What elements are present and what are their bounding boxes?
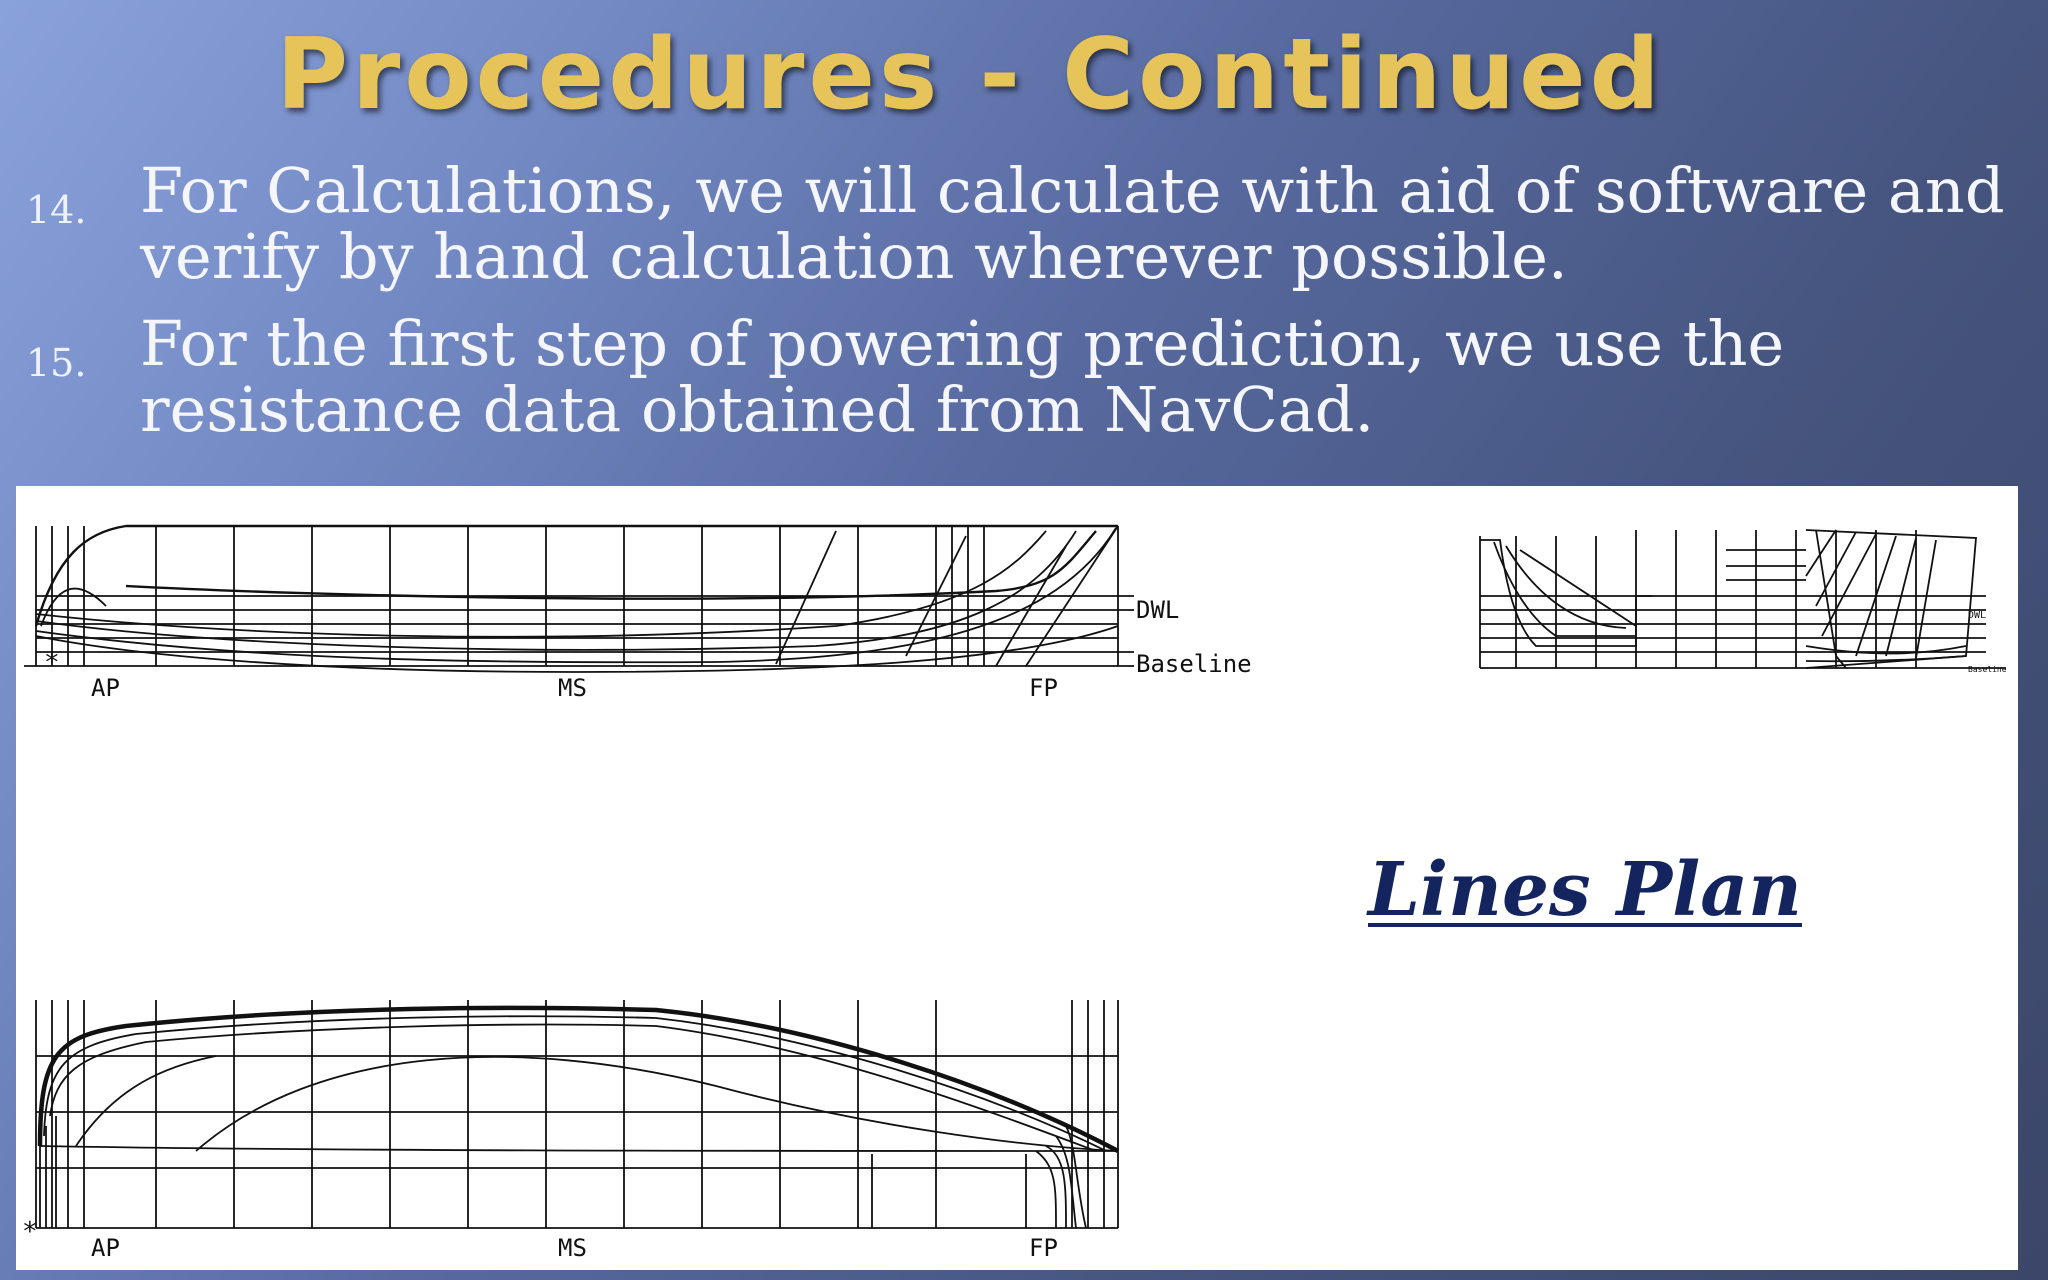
plan-view bbox=[22, 1000, 1118, 1247]
plan-station-lines bbox=[36, 1000, 1118, 1228]
svg-text:*: * bbox=[44, 648, 60, 678]
profile-view bbox=[24, 526, 1134, 678]
plan-label-ap: AP bbox=[91, 1234, 120, 1262]
profile-label-ms: MS bbox=[558, 674, 587, 702]
body-plan-view bbox=[1480, 530, 2006, 668]
profile-label-baseline: Baseline bbox=[1136, 650, 1252, 678]
item-text: For the first step of powering prediction, we use the resistance data obtained from NavCad. bbox=[140, 307, 1785, 446]
body-plan-label-dwl: DWL bbox=[1968, 610, 1987, 621]
plan-label-fp: FP bbox=[1029, 1234, 1058, 1262]
svg-text:*: * bbox=[22, 1217, 38, 1247]
lines-plan-figure bbox=[16, 486, 2018, 1270]
body-plan-grid bbox=[1480, 530, 2006, 668]
item-number: 15. bbox=[26, 341, 87, 385]
profile-label-ap: AP bbox=[91, 674, 120, 702]
profile-sheer bbox=[36, 526, 1118, 626]
body-plan-label-baseline: Baseline bbox=[1968, 665, 2007, 674]
item-number: 14. bbox=[26, 188, 87, 232]
profile-label-dwl: DWL bbox=[1136, 596, 1180, 624]
plan-deck-edge bbox=[40, 1008, 1118, 1151]
plan-label-ms: MS bbox=[558, 1234, 587, 1262]
lines-plan-caption: Lines Plan bbox=[1368, 847, 1802, 933]
slide-title: Procedures - Continued bbox=[276, 18, 1664, 132]
item-text: For Calculations, we will calculate with aid of software and verify by hand calculation wherever possible. bbox=[140, 154, 2005, 293]
profile-label-fp: FP bbox=[1029, 674, 1058, 702]
